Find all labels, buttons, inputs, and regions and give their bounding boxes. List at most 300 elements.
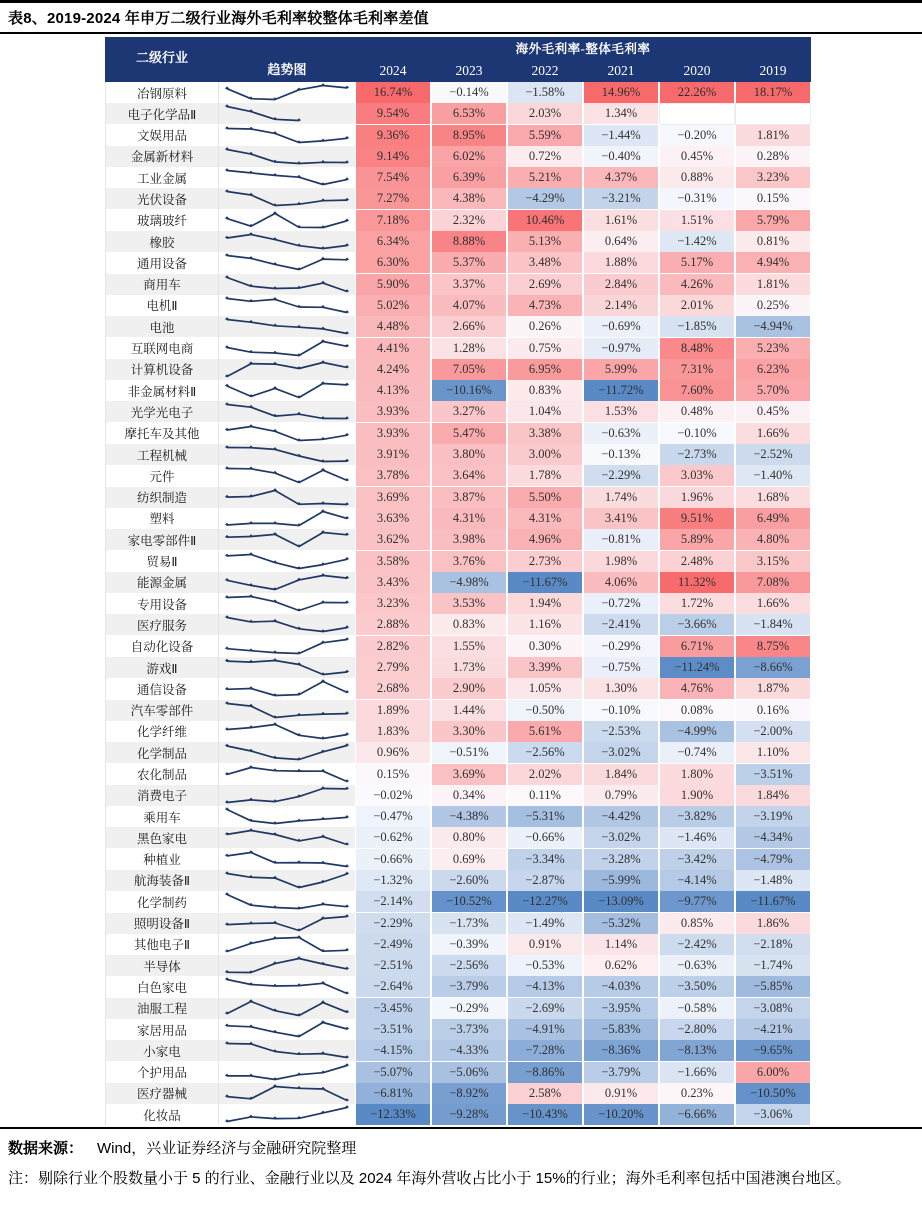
value-cell: 1.55% — [431, 636, 507, 658]
value-cell: 5.13% — [507, 231, 583, 253]
value-cell: 5.61% — [507, 721, 583, 743]
value-cell — [735, 103, 811, 125]
value-cell: −6.66% — [659, 1104, 735, 1126]
value-cell: 1.51% — [659, 210, 735, 232]
value-cell: 5.79% — [735, 210, 811, 232]
trend-sparkline — [219, 976, 355, 998]
table-row — [106, 1104, 811, 1125]
trend-sparkline — [219, 678, 355, 700]
industry-label: 个护用品 — [106, 1062, 219, 1084]
table-row — [106, 1019, 811, 1040]
industry-label: 黑色家电 — [106, 827, 219, 849]
trend-sparkline — [219, 1104, 355, 1126]
value-cell: −2.49% — [355, 934, 431, 956]
value-cell: −3.28% — [583, 849, 659, 871]
table-row — [106, 359, 811, 380]
value-cell: 7.08% — [735, 572, 811, 594]
industry-label: 照明设备Ⅱ — [106, 913, 219, 935]
value-cell: 7.31% — [659, 359, 735, 381]
value-cell: −2.73% — [659, 444, 735, 466]
value-cell: 1.14% — [583, 934, 659, 956]
value-cell: −3.34% — [507, 849, 583, 871]
value-cell: 3.41% — [583, 508, 659, 530]
value-cell: 0.96% — [355, 742, 431, 764]
value-cell: −1.40% — [735, 465, 811, 487]
value-cell: −0.14% — [431, 82, 507, 104]
value-cell: −2.53% — [583, 721, 659, 743]
trend-sparkline — [219, 1019, 355, 1041]
value-cell: 1.04% — [507, 401, 583, 423]
value-cell: 4.41% — [355, 338, 431, 360]
value-cell: 0.15% — [735, 188, 811, 210]
trend-sparkline — [219, 359, 355, 381]
value-cell: −8.92% — [431, 1083, 507, 1105]
trend-sparkline — [219, 274, 355, 296]
value-cell: 3.64% — [431, 465, 507, 487]
value-cell: 1.66% — [735, 423, 811, 445]
trend-sparkline — [219, 913, 355, 935]
value-cell: 0.91% — [507, 934, 583, 956]
value-cell: −1.49% — [507, 913, 583, 935]
value-cell: 4.96% — [507, 529, 583, 551]
value-cell: 3.63% — [355, 508, 431, 530]
industry-label: 化学制药 — [106, 891, 219, 913]
trend-sparkline — [219, 167, 355, 189]
value-cell: −3.02% — [583, 742, 659, 764]
value-cell: 6.30% — [355, 252, 431, 274]
value-cell: −0.74% — [659, 742, 735, 764]
industry-label: 化妆品 — [106, 1104, 219, 1126]
value-cell: 1.81% — [735, 125, 811, 147]
page-title: 表8、2019-2024 年申万二级行业海外毛利率较整体毛利率差值 — [8, 10, 429, 27]
value-cell: −2.56% — [507, 742, 583, 764]
table-row — [106, 487, 811, 508]
value-cell: −10.52% — [431, 891, 507, 913]
value-cell: 8.75% — [735, 636, 811, 658]
trend-sparkline — [219, 380, 355, 402]
value-cell: 4.31% — [431, 508, 507, 530]
value-cell: 1.74% — [583, 487, 659, 509]
value-cell: 2.68% — [355, 678, 431, 700]
value-cell: 0.45% — [735, 401, 811, 423]
value-cell: −4.94% — [735, 316, 811, 338]
value-cell: −1.73% — [431, 913, 507, 935]
industry-label: 专用设备 — [106, 593, 219, 615]
trend-sparkline — [219, 125, 355, 147]
value-cell: −3.45% — [355, 998, 431, 1020]
industry-label: 电池 — [106, 316, 219, 338]
value-cell: 7.05% — [431, 359, 507, 381]
value-cell: 0.34% — [431, 785, 507, 807]
trend-sparkline — [219, 742, 355, 764]
trend-sparkline — [219, 657, 355, 679]
trend-sparkline — [219, 806, 355, 828]
value-cell: −0.13% — [583, 444, 659, 466]
value-cell: 5.21% — [507, 167, 583, 189]
table-row — [106, 849, 811, 870]
value-cell: −5.06% — [431, 1062, 507, 1084]
value-cell: 3.69% — [355, 487, 431, 509]
industry-label: 光伏设备 — [106, 188, 219, 210]
value-cell — [659, 103, 735, 125]
value-cell: −1.85% — [659, 316, 735, 338]
value-cell: 2.66% — [431, 316, 507, 338]
value-cell: 7.27% — [355, 188, 431, 210]
table-row — [106, 636, 811, 657]
table-row — [106, 614, 811, 635]
value-cell: 1.83% — [355, 721, 431, 743]
value-cell: −0.29% — [431, 998, 507, 1020]
value-cell: 3.53% — [431, 593, 507, 615]
value-cell: −13.09% — [583, 891, 659, 913]
industry-label: 消费电子 — [106, 785, 219, 807]
table-row — [106, 529, 811, 550]
value-cell: 6.71% — [659, 636, 735, 658]
value-cell: 1.89% — [355, 700, 431, 722]
value-cell: −2.51% — [355, 955, 431, 977]
value-cell: 2.32% — [431, 210, 507, 232]
value-cell: −3.66% — [659, 614, 735, 636]
value-cell: −10.50% — [735, 1083, 811, 1105]
trend-sparkline — [219, 955, 355, 977]
title-underline — [0, 32, 922, 34]
value-cell: −2.60% — [431, 870, 507, 892]
table-header — [105, 37, 811, 82]
value-cell: −1.84% — [735, 614, 811, 636]
value-cell: −8.13% — [659, 1040, 735, 1062]
value-cell: 5.99% — [583, 359, 659, 381]
value-cell: −3.02% — [583, 827, 659, 849]
value-cell: 16.74% — [355, 82, 431, 104]
value-cell: 7.60% — [659, 380, 735, 402]
value-cell: 4.38% — [431, 188, 507, 210]
trend-sparkline — [219, 295, 355, 317]
table-row — [106, 401, 811, 422]
value-cell: 1.66% — [735, 593, 811, 615]
value-cell: 0.88% — [659, 167, 735, 189]
value-cell: 3.43% — [355, 572, 431, 594]
value-cell: 7.18% — [355, 210, 431, 232]
trend-sparkline — [219, 508, 355, 530]
industry-label: 种植业 — [106, 849, 219, 871]
value-cell: −2.56% — [431, 955, 507, 977]
table-row — [106, 657, 811, 678]
table-row — [106, 146, 811, 167]
value-cell: 2.90% — [431, 678, 507, 700]
value-cell: 22.26% — [659, 82, 735, 104]
value-cell: −0.72% — [583, 593, 659, 615]
value-cell: 1.73% — [431, 657, 507, 679]
table-row — [106, 295, 811, 316]
value-cell: 9.14% — [355, 146, 431, 168]
value-cell: −9.65% — [735, 1040, 811, 1062]
value-cell: 0.30% — [507, 636, 583, 658]
trend-sparkline — [219, 785, 355, 807]
value-cell: 2.14% — [583, 295, 659, 317]
value-cell: 2.01% — [659, 295, 735, 317]
industry-label: 商用车 — [106, 274, 219, 296]
value-cell: −9.77% — [659, 891, 735, 913]
value-cell: 4.80% — [735, 529, 811, 551]
table-row — [106, 167, 811, 188]
value-cell: 2.02% — [507, 764, 583, 786]
value-cell: −0.81% — [583, 529, 659, 551]
value-cell: −5.31% — [507, 806, 583, 828]
value-cell: −4.21% — [735, 1019, 811, 1041]
value-cell: −2.52% — [735, 444, 811, 466]
table-row — [106, 252, 811, 273]
value-cell: 0.11% — [507, 785, 583, 807]
trend-sparkline — [219, 231, 355, 253]
value-cell: 0.80% — [431, 827, 507, 849]
value-cell: −0.75% — [583, 657, 659, 679]
value-cell: 10.46% — [507, 210, 583, 232]
industry-label: 化学纤维 — [106, 721, 219, 743]
value-cell: −3.79% — [583, 1062, 659, 1084]
value-cell: −1.32% — [355, 870, 431, 892]
year-header: 2021 — [607, 62, 635, 78]
value-cell: −6.81% — [355, 1083, 431, 1105]
value-cell: −3.08% — [735, 998, 811, 1020]
value-cell: 8.95% — [431, 125, 507, 147]
industry-label: 橡胶 — [106, 231, 219, 253]
value-cell: −0.63% — [659, 955, 735, 977]
value-cell: 0.45% — [659, 146, 735, 168]
value-cell: 5.47% — [431, 423, 507, 445]
table-row — [106, 444, 811, 465]
value-cell: 0.83% — [431, 614, 507, 636]
value-cell: −3.95% — [583, 998, 659, 1020]
value-cell: 1.78% — [507, 465, 583, 487]
value-cell: −0.39% — [431, 934, 507, 956]
value-cell: 2.73% — [507, 551, 583, 573]
table-row — [106, 934, 811, 955]
value-cell: 1.86% — [735, 913, 811, 935]
value-cell: −4.98% — [431, 572, 507, 594]
trend-sparkline — [219, 636, 355, 658]
trend-sparkline — [219, 934, 355, 956]
value-cell: −9.28% — [431, 1104, 507, 1126]
value-cell: −7.28% — [507, 1040, 583, 1062]
value-cell: −5.32% — [583, 913, 659, 935]
value-cell: 1.28% — [431, 338, 507, 360]
value-cell: 3.69% — [431, 764, 507, 786]
value-cell: 8.48% — [659, 338, 735, 360]
value-cell: −0.62% — [355, 827, 431, 849]
trend-sparkline — [219, 444, 355, 466]
value-cell: 3.91% — [355, 444, 431, 466]
value-cell: 6.95% — [507, 359, 583, 381]
year-header: 2020 — [683, 62, 711, 78]
trend-sparkline — [219, 1062, 355, 1084]
value-cell: 7.54% — [355, 167, 431, 189]
value-cell: −5.99% — [583, 870, 659, 892]
value-cell: 3.80% — [431, 444, 507, 466]
industry-label: 医疗服务 — [106, 614, 219, 636]
industry-label: 计算机设备 — [106, 359, 219, 381]
table-row — [106, 380, 811, 401]
value-cell: −4.33% — [431, 1040, 507, 1062]
value-cell: 4.31% — [507, 508, 583, 530]
value-cell: 0.08% — [659, 700, 735, 722]
value-cell: 4.37% — [583, 167, 659, 189]
value-cell: 1.61% — [583, 210, 659, 232]
source-line — [8, 1134, 916, 1163]
industry-label: 农化制品 — [106, 764, 219, 786]
value-cell: 11.32% — [659, 572, 735, 594]
industry-label: 纺织制造 — [106, 487, 219, 509]
value-cell: 3.37% — [431, 274, 507, 296]
value-cell: 3.15% — [735, 551, 811, 573]
industry-label: 游戏Ⅱ — [106, 657, 219, 679]
year-header: 2019 — [759, 62, 787, 78]
value-cell: −3.73% — [431, 1019, 507, 1041]
value-cell: 0.25% — [735, 295, 811, 317]
industry-label: 光学光电子 — [106, 401, 219, 423]
value-cell: 9.51% — [659, 508, 735, 530]
year-header: 2022 — [531, 62, 559, 78]
group-header: 海外毛利率-整体毛利率 — [515, 42, 651, 56]
trend-sparkline — [219, 487, 355, 509]
trend-sparkline — [219, 593, 355, 615]
trend-sparkline — [219, 700, 355, 722]
value-cell: 2.79% — [355, 657, 431, 679]
table-row — [106, 1040, 811, 1061]
table-row — [106, 551, 811, 572]
value-cell: 0.81% — [735, 231, 811, 253]
value-cell: 2.03% — [507, 103, 583, 125]
value-cell: −4.14% — [659, 870, 735, 892]
value-cell: −2.29% — [355, 913, 431, 935]
industry-label: 工业金属 — [106, 167, 219, 189]
value-cell: −8.36% — [583, 1040, 659, 1062]
table-row — [106, 955, 811, 976]
value-cell: −3.51% — [355, 1019, 431, 1041]
industry-label: 摩托车及其他 — [106, 423, 219, 445]
value-cell: 3.23% — [735, 167, 811, 189]
value-cell: −4.79% — [735, 849, 811, 871]
value-cell: 5.59% — [507, 125, 583, 147]
value-cell: 2.84% — [583, 274, 659, 296]
value-cell: −0.31% — [659, 188, 735, 210]
table-row — [106, 593, 811, 614]
industry-label: 家电零部件Ⅱ — [106, 529, 219, 551]
value-cell: 0.15% — [355, 764, 431, 786]
trend-sparkline — [219, 82, 355, 104]
industry-label: 能源金属 — [106, 572, 219, 594]
value-cell: −3.79% — [431, 976, 507, 998]
value-cell: 0.48% — [659, 401, 735, 423]
trend-sparkline — [219, 103, 355, 125]
value-cell: 0.85% — [659, 913, 735, 935]
value-cell: 3.27% — [431, 401, 507, 423]
trend-sparkline — [219, 529, 355, 551]
value-cell: −8.86% — [507, 1062, 583, 1084]
industry-label: 自动化设备 — [106, 636, 219, 658]
value-cell: 18.17% — [735, 82, 811, 104]
value-cell: 2.88% — [355, 614, 431, 636]
value-cell: −0.51% — [431, 742, 507, 764]
trend-sparkline — [219, 849, 355, 871]
value-cell: −0.69% — [583, 316, 659, 338]
value-cell: −2.18% — [735, 934, 811, 956]
value-cell: 2.69% — [507, 274, 583, 296]
table-row — [106, 870, 811, 891]
footer — [8, 1134, 916, 1193]
value-cell: 0.91% — [583, 1083, 659, 1105]
value-cell: −10.43% — [507, 1104, 583, 1126]
value-cell: 3.76% — [431, 551, 507, 573]
industry-label: 贸易Ⅱ — [106, 551, 219, 573]
value-cell: 3.58% — [355, 551, 431, 573]
value-cell: 5.17% — [659, 252, 735, 274]
value-cell: 4.76% — [659, 678, 735, 700]
value-cell: 0.75% — [507, 338, 583, 360]
value-cell: 3.87% — [431, 487, 507, 509]
value-cell: −0.66% — [355, 849, 431, 871]
trend-sparkline — [219, 572, 355, 594]
value-cell: −0.66% — [507, 827, 583, 849]
value-cell: 2.48% — [659, 551, 735, 573]
value-cell: −3.19% — [735, 806, 811, 828]
value-cell: −3.82% — [659, 806, 735, 828]
table-row — [106, 806, 811, 827]
value-cell: 0.28% — [735, 146, 811, 168]
value-cell: 14.96% — [583, 82, 659, 104]
value-cell: 3.30% — [431, 721, 507, 743]
value-cell: −11.67% — [735, 891, 811, 913]
value-cell: 5.70% — [735, 380, 811, 402]
value-cell: −1.58% — [507, 82, 583, 104]
value-cell: 0.79% — [583, 785, 659, 807]
table-row — [106, 721, 811, 742]
value-cell: 1.87% — [735, 678, 811, 700]
industry-label: 航海装备Ⅱ — [106, 870, 219, 892]
value-cell: 0.23% — [659, 1083, 735, 1105]
industry-label: 互联网电商 — [106, 338, 219, 360]
value-cell: −10.16% — [431, 380, 507, 402]
value-cell: −2.29% — [583, 465, 659, 487]
value-cell: −5.85% — [735, 976, 811, 998]
margin-table — [105, 37, 811, 1126]
value-cell: 1.90% — [659, 785, 735, 807]
value-cell: −2.00% — [735, 721, 811, 743]
value-cell: −4.03% — [583, 976, 659, 998]
table-row — [106, 423, 811, 444]
value-cell: −2.80% — [659, 1019, 735, 1041]
value-cell: 3.39% — [507, 657, 583, 679]
value-cell: 1.84% — [735, 785, 811, 807]
value-cell: 1.88% — [583, 252, 659, 274]
trend-sparkline — [219, 764, 355, 786]
table-row — [106, 103, 811, 124]
table-row — [106, 508, 811, 529]
value-cell: 6.34% — [355, 231, 431, 253]
value-cell: −4.15% — [355, 1040, 431, 1062]
table-row — [106, 976, 811, 997]
year-header: 2023 — [455, 62, 483, 78]
value-cell: 5.23% — [735, 338, 811, 360]
industry-label: 其他电子Ⅱ — [106, 934, 219, 956]
value-cell: −2.64% — [355, 976, 431, 998]
value-cell: −5.07% — [355, 1062, 431, 1084]
industry-label: 化学制品 — [106, 742, 219, 764]
value-cell: 4.13% — [355, 380, 431, 402]
value-cell: 3.38% — [507, 423, 583, 445]
industry-label: 通信设备 — [106, 678, 219, 700]
value-cell: 4.26% — [659, 274, 735, 296]
value-cell: −2.42% — [659, 934, 735, 956]
